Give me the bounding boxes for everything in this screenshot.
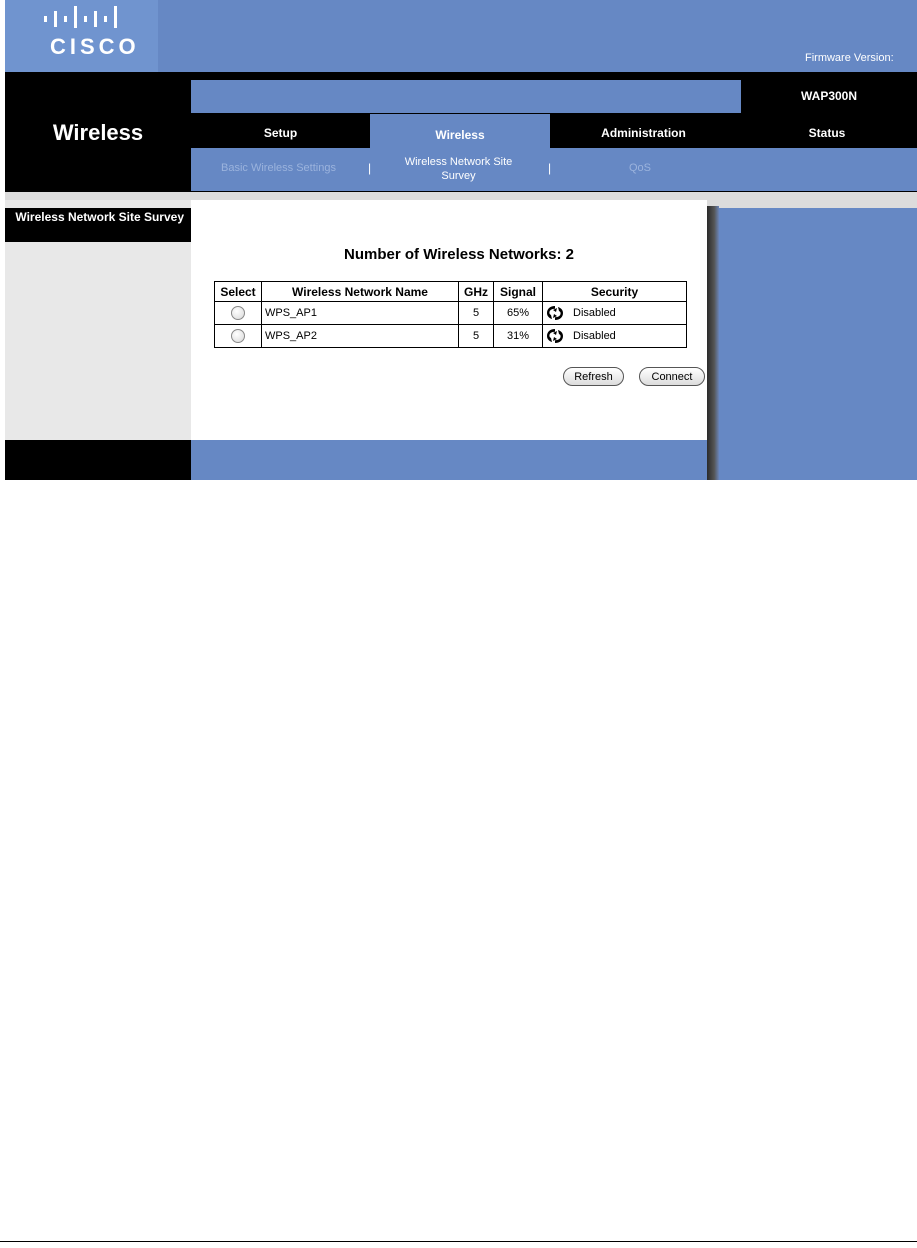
right-divider-strip xyxy=(707,200,917,208)
cisco-logo-bars-icon xyxy=(44,6,129,28)
subnav-separator: | xyxy=(548,161,552,175)
security-cell xyxy=(543,302,687,325)
network-signal: 65% xyxy=(494,302,543,325)
tab-wireless[interactable]: Wireless xyxy=(435,128,485,142)
security-status: Disabled xyxy=(573,330,616,342)
table-header-row xyxy=(215,282,687,302)
subnav-qos[interactable]: QoS xyxy=(628,162,651,174)
model-bar xyxy=(191,80,741,113)
network-radio[interactable] xyxy=(231,329,245,343)
tab-status[interactable]: Status xyxy=(808,126,846,140)
network-name: WPS_AP1 xyxy=(262,302,459,325)
subnav-basic-wireless-settings[interactable]: Basic Wireless Settings xyxy=(221,162,336,174)
network-ghz: 5 xyxy=(459,325,494,348)
wps-icon xyxy=(546,328,564,344)
page-title: Number of Wireless Networks: 2 xyxy=(344,246,574,263)
divider-strip xyxy=(5,192,917,200)
table-row xyxy=(215,302,687,325)
connect-button[interactable]: Connect xyxy=(639,367,705,386)
column-header-ghz: GHz xyxy=(459,282,494,302)
column-header-name: Wireless Network Name xyxy=(262,282,459,302)
network-radio[interactable] xyxy=(231,306,245,320)
select-cell xyxy=(215,325,262,348)
column-header-select: Select xyxy=(215,282,262,302)
tab-setup[interactable]: Setup xyxy=(263,126,298,140)
section-title: Wireless xyxy=(52,120,144,145)
network-ghz: 5 xyxy=(459,302,494,325)
network-name: WPS_AP2 xyxy=(262,325,459,348)
wps-icon xyxy=(546,305,564,321)
right-panel xyxy=(719,208,917,480)
column-header-signal: Signal xyxy=(494,282,543,302)
security-cell xyxy=(543,325,687,348)
sidebar-label: Wireless Network Site Survey xyxy=(15,210,184,224)
firmware-version-label: Firmware Version: xyxy=(805,52,894,64)
tab-administration[interactable]: Administration xyxy=(601,126,686,140)
security-status: Disabled xyxy=(573,307,616,319)
table-row xyxy=(215,325,687,348)
subnav-separator: | xyxy=(368,161,372,175)
page-bottom-rule xyxy=(0,1241,917,1242)
footer-left xyxy=(5,440,191,480)
network-signal: 31% xyxy=(494,325,543,348)
refresh-button[interactable]: Refresh xyxy=(563,367,624,386)
column-header-security: Security xyxy=(543,282,687,302)
model-name: WAP300N xyxy=(800,89,858,103)
cisco-wordmark: CISCO xyxy=(50,34,140,59)
footer-band xyxy=(191,440,707,480)
networks-table xyxy=(214,281,687,348)
subnav-site-survey[interactable]: Wireless Network Site Survey xyxy=(404,156,513,182)
select-cell xyxy=(215,302,262,325)
